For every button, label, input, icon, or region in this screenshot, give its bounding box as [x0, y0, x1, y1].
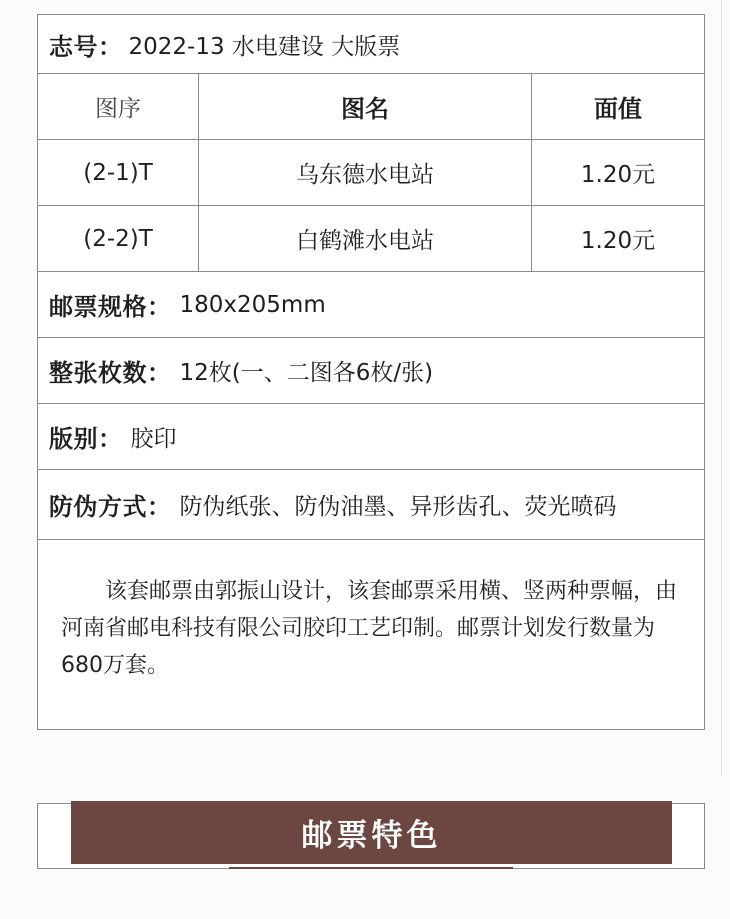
- spec-value: 防伪纸张、防伪油墨、异形齿孔、荧光喷码: [179, 494, 617, 520]
- spec-row-print: [38, 404, 704, 470]
- column-header-value: 面值: [594, 95, 642, 123]
- spec-label: 邮票规格：: [49, 293, 172, 321]
- spec-value: 12枚(一、二图各6枚/张): [179, 360, 434, 386]
- spec-label: 防伪方式：: [49, 493, 172, 521]
- description-paragraph: 该套邮票由郭振山设计，该套邮票采用横、竖两种票幅，由河南省邮电科技有限公司胶印工艺印制。邮票计划发行数量为680万套。: [61, 579, 678, 678]
- section-underline: [229, 867, 513, 869]
- spec-row-security: [38, 470, 704, 540]
- table-row: [38, 206, 704, 272]
- spec-value: 胶印: [130, 426, 177, 452]
- spec-row-size: [38, 272, 704, 338]
- stamp-order: (2-2)T: [38, 206, 199, 271]
- right-divider: [721, 0, 722, 775]
- stamp-spec-table: [37, 14, 705, 730]
- column-header-order: 图序: [38, 74, 199, 139]
- spec-value: 180x205mm: [179, 291, 326, 318]
- stamp-name: 乌东德水电站: [199, 140, 532, 205]
- issue-number-value: 2022-13 水电建设 大版票: [128, 33, 401, 60]
- section-title: 邮票特色: [301, 818, 442, 854]
- stamp-order: (2-1)T: [38, 140, 199, 205]
- spec-label: 版别：: [49, 425, 123, 453]
- section-title-banner: [71, 801, 672, 864]
- table-header-row: [38, 74, 704, 140]
- column-header-name: 图名: [199, 74, 532, 139]
- spec-row-count: [38, 338, 704, 404]
- issue-number-row: [38, 15, 704, 74]
- table-row: [38, 140, 704, 206]
- stamp-value: 1.20元: [580, 228, 656, 254]
- stamp-value: 1.20元: [580, 162, 656, 188]
- stamp-name: 白鹤滩水电站: [199, 206, 532, 271]
- issue-number-label: 志号：: [49, 32, 123, 61]
- spec-label: 整张枚数：: [49, 359, 172, 387]
